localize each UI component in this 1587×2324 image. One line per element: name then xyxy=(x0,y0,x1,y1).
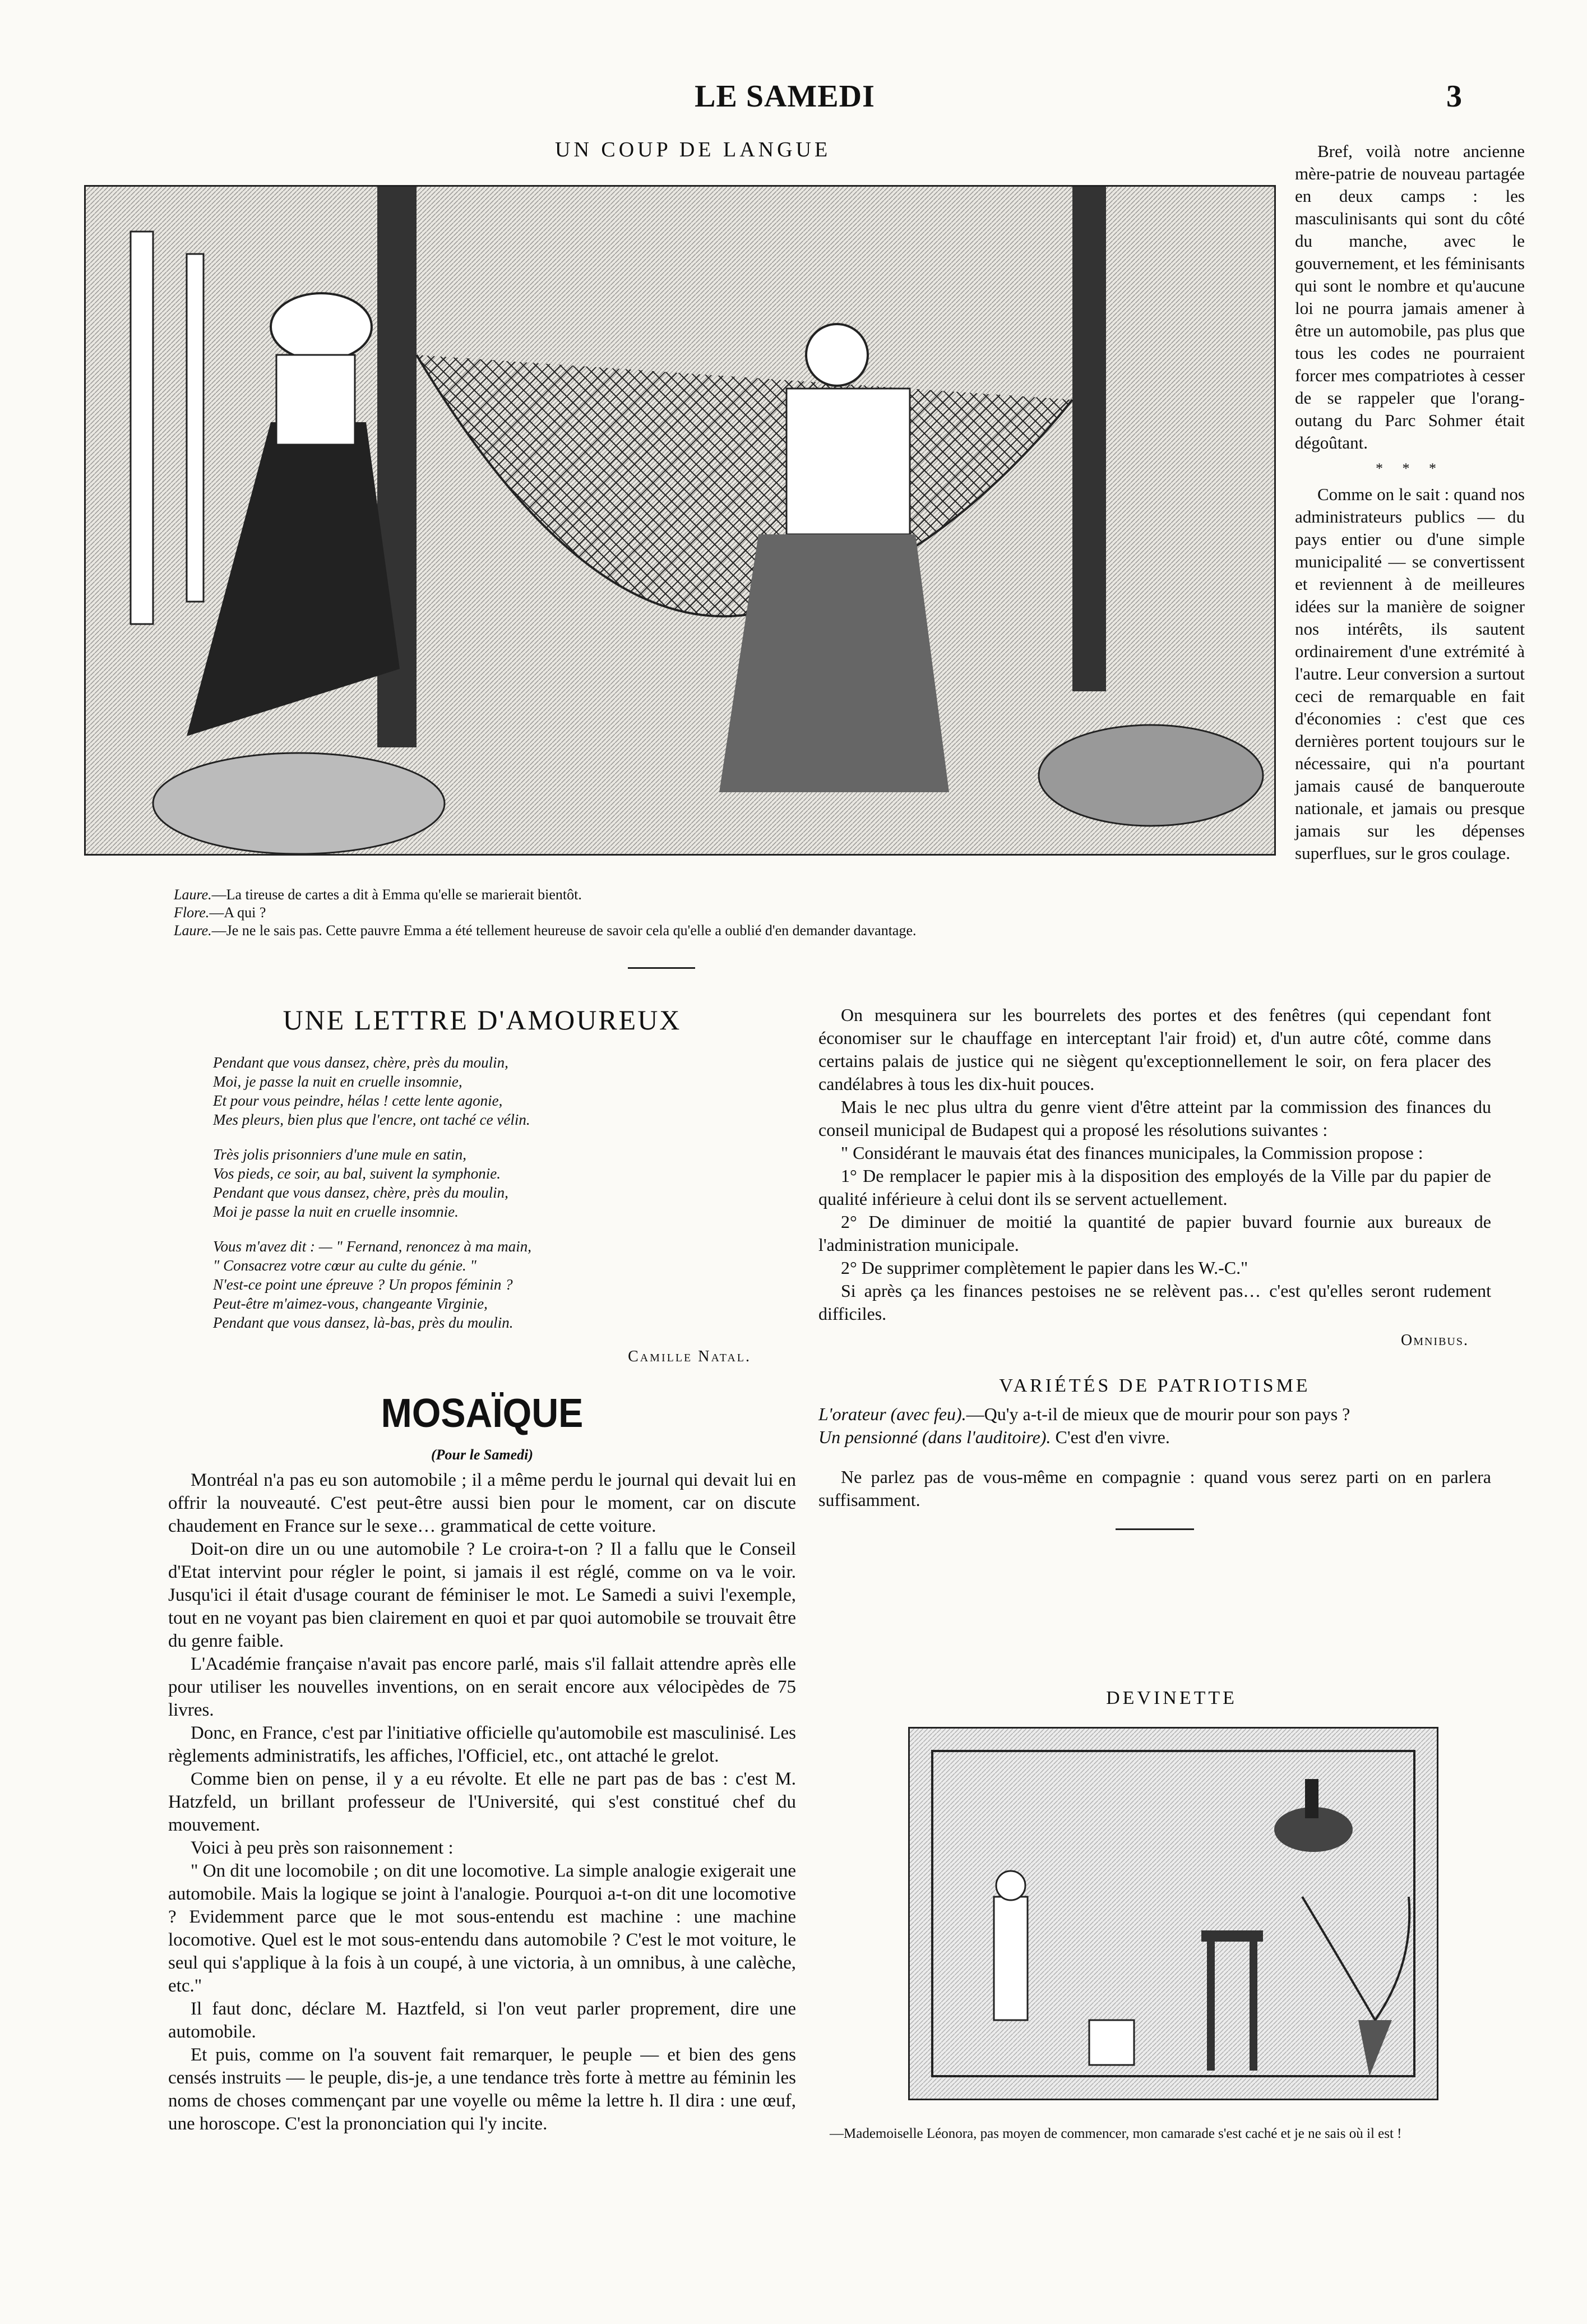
mosaique-paragraph: " On dit une locomobile ; on dit une locomotive. La simple analogie exigerait une automobile. Mais la logique se joint à l'analogie. Pourquoi a-t-on dit une locomotive ? Evidemment parce que le mot sous-entendu est machine : une machine locomotive. Quel est le mot sous-entendu dans automobile ? C'est le mot voiture, le seul qui s'applique à la fois à un coupé, à une victoria, à un omnibus, à une calèche, etc." xyxy=(168,1861,796,1996)
hammock-illustration xyxy=(84,185,1276,856)
poem-line: Moi je passe la nuit en cruelle insomnie. xyxy=(213,1203,459,1220)
devinette-title: DEVINETTE xyxy=(1106,1688,1237,1708)
maxim-paragraph: Ne parlez pas de vous-même en compagnie : quand vous serez parti on en parlera suffisamment. xyxy=(818,1467,1491,1510)
poem-stanza xyxy=(213,1145,796,1221)
mosaique-paragraph: Il faut donc, déclare M. Haztfeld, si l'on veut parler proprement, dire une automobile. xyxy=(168,1999,796,2042)
mosaique-paragraph: Doit-on dire un ou une automobile ? Le croira-t-on ? Il a fallu que le Conseil d'Etat intervint pour régler le point, si jamais il est réglé, comme on va le voir. Jusqu'ici il était d'usage courant de féminiser le mot. Le Samedi a suivi l'exemple, tout en ne voyant pas bien clairement en quoi et par quoi automobile se trouvait être du genre faible. xyxy=(168,1539,796,1651)
article-paragraph: Mais le nec plus ultra du genre vient d'être atteint par la commission des finances du conseil municipal de Budapest qui a proposé les résolutions suivantes : xyxy=(818,1097,1491,1140)
page-number: 3 xyxy=(1446,79,1462,114)
poem-line: Vos pieds, ce soir, au bal, suivent la symphonie. xyxy=(213,1165,501,1182)
speaker-name: Laure. xyxy=(174,886,212,903)
poem-line: Peut-être m'aimez-vous, changeante Virginie, xyxy=(213,1295,488,1312)
varietes-title: VARIÉTÉS DE PATRIOTISME xyxy=(999,1375,1311,1396)
article-paragraph: 2° De diminuer de moitié la quantité de papier buvard fournie aux bureaux de l'administration municipale. xyxy=(818,1212,1491,1255)
sidebar-paragraph: Bref, voilà notre ancienne mère-patrie de nouveau partagée en deux camps : les masculinisants qui sont du côté du manche, avec le gouvernement, et les féminisants qui sont le nombre et qu'aucune loi ne pourra jamais amener à être un automobile, pas plus que tous les codes ne pourraient forcer mes compatriotes à cesser de se rappeler que l'orang-outang du Parc Sohmer était dégoûtant. xyxy=(1295,141,1525,452)
poem-line: Mes pleurs, bien plus que l'encre, ont taché ce vélin. xyxy=(213,1111,530,1128)
lettre-title: UNE LETTRE D'AMOUREUX xyxy=(283,1004,682,1036)
poem-stanza xyxy=(213,1237,796,1332)
masthead: LE SAMEDI xyxy=(695,79,875,114)
devinette-illustration xyxy=(908,1727,1438,2100)
article-signature: Omnibus. xyxy=(1400,1332,1469,1349)
hammock-illustration-drawing xyxy=(86,187,1274,854)
caption-line xyxy=(174,922,1239,940)
section-stars: * * * xyxy=(1376,460,1444,477)
poem-line: Moi, je passe la nuit en cruelle insomnie, xyxy=(213,1073,462,1090)
poem-stanza xyxy=(213,1053,796,1129)
poem-line: " Consacrez votre cœur au culte du génie. " xyxy=(213,1257,476,1274)
caption-text: —La tireuse de cartes a dit à Emma qu'elle se marierait bientôt. xyxy=(211,886,582,903)
devinette-caption: —Mademoiselle Léonora, pas moyen de commencer, mon camarade s'est caché et je ne sais où il est ! xyxy=(830,2126,1402,2141)
poem-line: Pendant que vous dansez, là-bas, près du moulin. xyxy=(213,1314,513,1331)
lettre-section xyxy=(168,1004,796,1366)
article-paragraph: 1° De remplacer le papier mis à la disposition des employés de la Ville par du papier de qualité inférieure à celui dont ils se servent actuellement. xyxy=(818,1166,1491,1209)
speaker-name: Un pensionné (dans l'auditoire). xyxy=(818,1427,1051,1447)
caption-text: —Je ne le sais pas. Cette pauvre Emma a été tellement heureuse de savoir cela qu'elle a oublié d'en demander davantage. xyxy=(211,922,917,939)
cartoon-title: UN COUP DE LANGUE xyxy=(555,138,831,161)
mosaique-title: MOSAÏQUE xyxy=(381,1391,584,1436)
mosaique-paragraph: Et puis, comme on l'a souvent fait remarquer, le peuple — et bien des gens censés instruits — le peuple, dis-je, a une tendance très forte à mettre au féminin les noms de choses commençant par une voyelle ou même la lettre h. Il dira : une œuf, une horoscope. C'est la prononciation qui l'y incite. xyxy=(168,2045,796,2134)
sidebar-paragraph: Comme on le sait : quand nos administrateurs publics — du pays entier ou d'une simple municipalité — se convertissent et reviennent à de meilleures idées sur la manière de soigner nos intérêts, ils sautent ordinairement d'une extrémité à l'autre. Leur conversion a surtout ceci de remarquable en fait d'économies : c'est que ces dernières portent toujours sur le nécessaire, qui n'a pourtant jamais causé de banqueroute nationale, et jamais ou presque jamais sur les dépenses superflues, sur le gros coulage. xyxy=(1295,484,1525,863)
caption-text: —A qui ? xyxy=(209,904,266,921)
poem-line: Pendant que vous dansez, chère, près du moulin, xyxy=(213,1184,508,1201)
mosaique-paragraph: Comme bien on pense, il y a eu révolte. Et elle ne part pas de bas : c'est M. Hatzfeld, un brillant professeur de l'Université, qui s'est constitué chef du mouvement. xyxy=(168,1769,796,1835)
mosaique-paragraph: Donc, en France, c'est par l'initiative officielle qu'automobile est masculinisé. Les règlements administratifs, les affiches, l'Officiel, etc., ont attaché le grelot. xyxy=(168,1723,796,1766)
dialogue-line xyxy=(818,1426,1491,1449)
poem-line: Pendant que vous dansez, chère, près du moulin, xyxy=(213,1054,508,1071)
poem-author: Camille Natal. xyxy=(628,1348,751,1365)
mosaique-paragraph: L'Académie française n'avait pas encore parlé, mais s'il fallait attendre après elle pour utiliser les nouvelles inventions, on en serait encore aux vélocipèdes de 75 livres. xyxy=(168,1654,796,1720)
right-column xyxy=(818,1004,1491,1547)
cartoon-caption xyxy=(174,886,1239,940)
divider xyxy=(1116,1528,1194,1530)
poem xyxy=(213,1053,796,1332)
dialogue-text: C'est d'en vivre. xyxy=(1051,1427,1170,1447)
speaker-name: L'orateur (avec feu). xyxy=(818,1404,966,1424)
sidebar-column xyxy=(1295,140,1525,867)
dialogue-text: —Qu'y a-t-il de mieux que de mourir pour son pays ? xyxy=(966,1404,1350,1424)
speaker-name: Flore. xyxy=(174,904,210,921)
divider xyxy=(628,967,695,969)
article-paragraph: On mesquinera sur les bourrelets des portes et des fenêtres (qui cependant font économiser sur le chauffage en interceptant l'air froid) et, d'un autre côté, comme dans certains palais de justice qui ne siègent qu'exceptionnellement le soir, on fera placer des candélabres à tous les dix-huit pouces. xyxy=(818,1005,1491,1094)
article-paragraph: 2° De supprimer complètement le papier dans les W.-C." xyxy=(841,1258,1248,1278)
article-paragraph: Si après ça les finances pestoises ne se relèvent pas… c'est qu'elles seront rudement difficiles. xyxy=(818,1281,1491,1324)
devinette-illustration-drawing xyxy=(910,1729,1437,2099)
caption-line xyxy=(174,904,1239,922)
poem-line: Et pour vous peindre, hélas ! cette lente agonie, xyxy=(213,1092,503,1109)
poem-line: Vous m'avez dit : — " Fernand, renoncez à ma main, xyxy=(213,1238,532,1255)
poem-line: N'est-ce point une épreuve ? Un propos féminin ? xyxy=(213,1276,513,1293)
mosaique-paragraph: Voici à peu près son raisonnement : xyxy=(191,1838,454,1858)
mosaique-paragraph: Montréal n'a pas eu son automobile ; il a même perdu le journal qui devait lui en offrir la nouveauté. C'est peut-être aussi bien pour le moment, car on discute chaudement en France sur le sexe… grammatical de cette voiture. xyxy=(168,1470,796,1536)
dialogue-line xyxy=(818,1403,1491,1426)
article-paragraph: " Considérant le mauvais état des finances municipales, la Commission propose : xyxy=(841,1143,1423,1163)
mosaique-subtitle: (Pour le Samedi) xyxy=(431,1447,533,1463)
mosaique-body xyxy=(168,1469,796,2136)
poem-line: Très jolis prisonniers d'une mule en satin, xyxy=(213,1146,467,1163)
caption-line xyxy=(174,886,1239,904)
speaker-name: Laure. xyxy=(174,922,212,939)
